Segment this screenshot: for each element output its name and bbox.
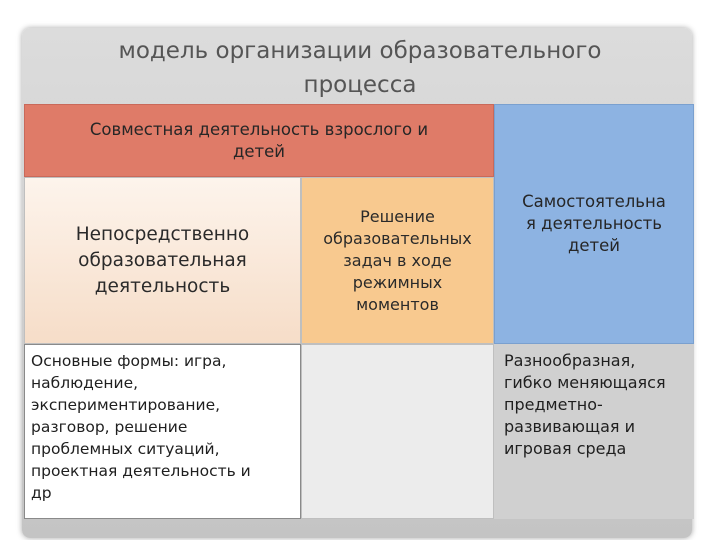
regime-moments-cell bbox=[301, 177, 494, 344]
direct-activity-line-2: образовательная bbox=[78, 249, 247, 271]
main-forms-line-2: наблюдение, bbox=[31, 374, 139, 392]
regime-moments-line-1: Решение bbox=[360, 206, 435, 226]
environment-line-1: Разнообразная, bbox=[504, 351, 636, 370]
regime-moments-line-3: задач в ходе bbox=[343, 250, 452, 270]
environment-cell bbox=[494, 344, 694, 519]
slide-title-line-1: модель организации образовательного bbox=[118, 38, 602, 64]
independent-activity-line-3: детей bbox=[567, 236, 621, 255]
direct-activity-line-3: деятельность bbox=[94, 275, 231, 297]
regime-moments-line-5: моментов bbox=[356, 294, 439, 314]
main-forms-line-5: проблемных ситуаций, bbox=[31, 440, 220, 458]
slide-title-line-2: процесса bbox=[303, 72, 417, 98]
main-forms-line-7: др bbox=[31, 484, 52, 502]
main-forms-line-3: экспериментирование, bbox=[31, 396, 221, 414]
independent-activity-line-1: Самостоятельна bbox=[522, 192, 666, 211]
main-forms-line-6: проектная деятельность и bbox=[31, 462, 251, 480]
main-forms-cell bbox=[24, 344, 301, 519]
environment-line-2: гибко меняющаяся bbox=[504, 373, 666, 392]
environment-line-3: предметно- bbox=[504, 395, 603, 414]
main-forms-line-4: разговор, решение bbox=[31, 418, 188, 436]
joint-activity-header-line-1: Совместная деятельность взрослого и bbox=[89, 119, 429, 139]
direct-activity-line-1: Непосредственно bbox=[75, 223, 250, 245]
regime-moments-line-2: образовательных bbox=[323, 228, 472, 248]
joint-activity-header-cell bbox=[24, 104, 494, 177]
joint-activity-header-line-2: детей bbox=[232, 141, 286, 161]
regime-moments-line-4: режимных bbox=[352, 272, 443, 292]
independent-activity-cell bbox=[494, 104, 694, 344]
empty-middle-cell bbox=[301, 344, 494, 519]
slide-title bbox=[60, 34, 660, 102]
environment-line-5: игровая среда bbox=[504, 439, 627, 458]
main-forms-line-1: Основные формы: игра, bbox=[31, 352, 227, 370]
activity-model-table bbox=[24, 104, 694, 519]
environment-line-4: развивающая и bbox=[504, 417, 635, 436]
direct-educational-activity-cell bbox=[24, 177, 301, 344]
independent-activity-line-2: я деятельность bbox=[526, 214, 662, 233]
